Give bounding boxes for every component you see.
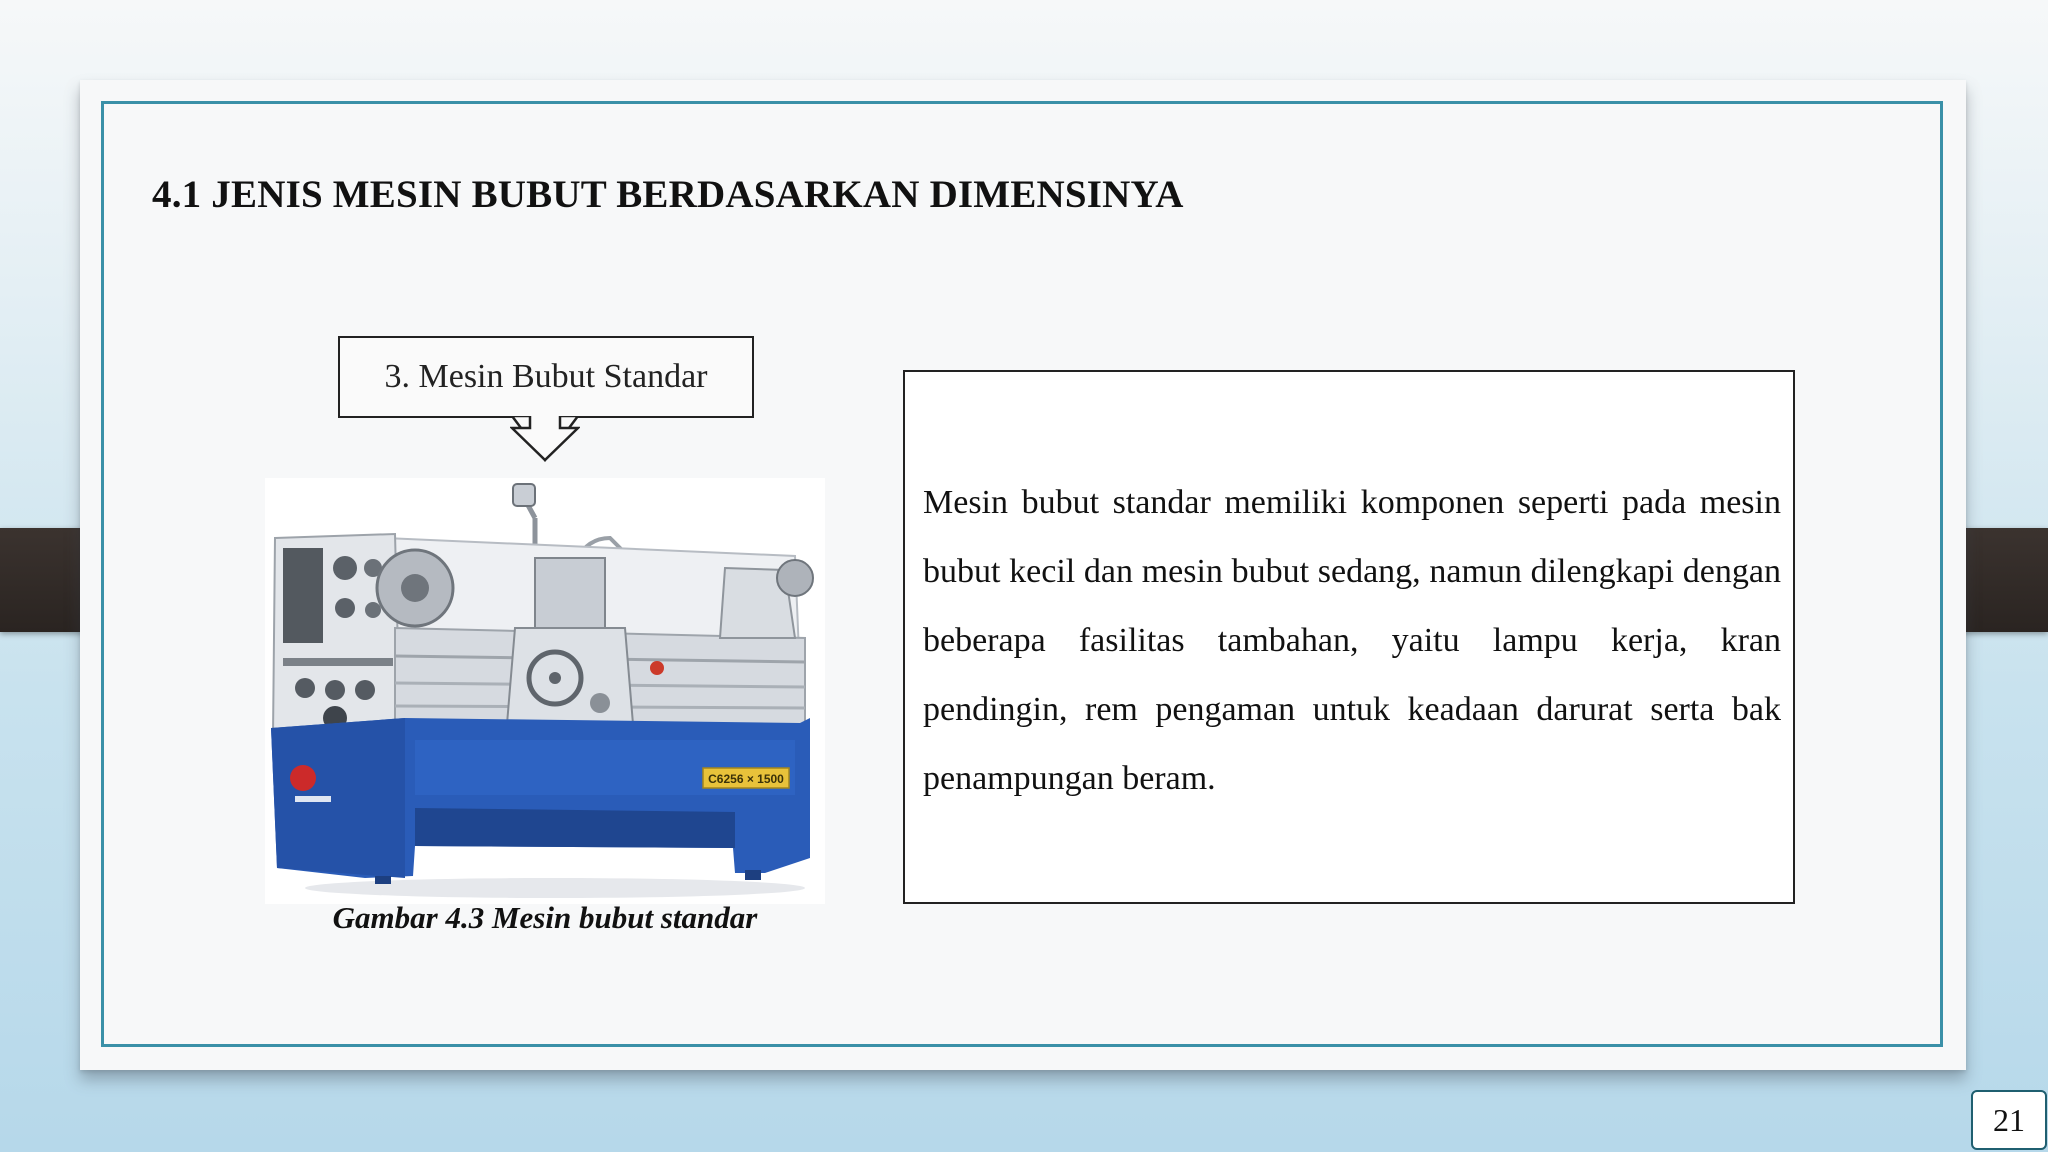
callout-label: 3. Mesin Bubut Standar [384,358,708,395]
description-text: Mesin bubut standar memiliki komponen seperti pada mesin bubut kecil dan mesin bubut sedang, namun dilengkapi dengan beberapa fasilitas tambahan, yaitu lampu kerja, kran pendingin, rem pengaman untuk keadaan darurat serta bak penampungan beram. [923,484,1781,797]
slide-title: 4.1 JENIS MESIN BUBUT BERDASARKAN DIMENSINYA [152,173,1184,216]
figure-caption: Gambar 4.3 Mesin bubut standar [332,900,758,935]
callout-arrow-icon [510,416,580,462]
page-number [1971,1090,2047,1150]
description-box [903,370,1795,904]
callout-box [338,336,754,418]
machine-model-plate: C6256 × 1500 [708,772,784,786]
lathe-machine-image [265,478,825,904]
page-number-label: 21 [1993,1101,2025,1138]
